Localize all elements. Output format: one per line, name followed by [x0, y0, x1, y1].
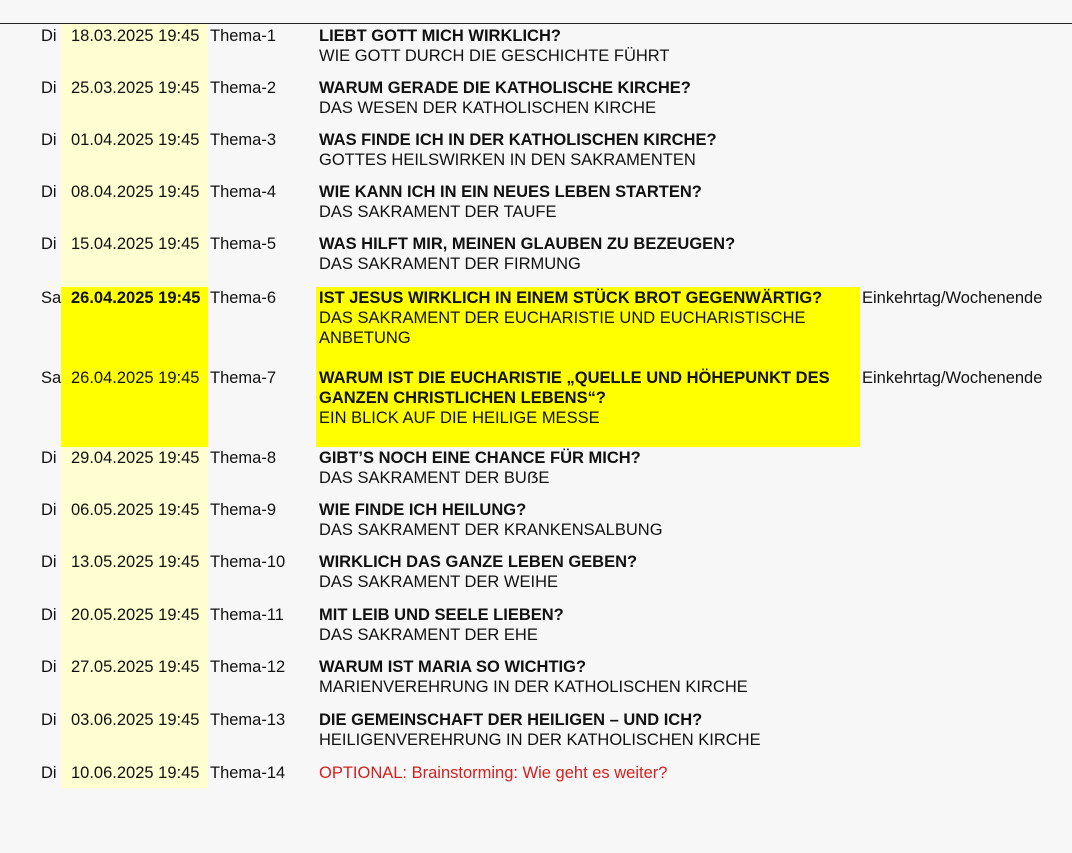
day-cell: Di	[41, 711, 57, 729]
topic-subtitle: DAS SAKRAMENT DER TAUFE	[319, 203, 557, 221]
thema-cell: Thema-2	[210, 79, 277, 97]
datetime-cell: 10.06.2025 19:45	[71, 764, 200, 782]
highlight-date-weekend	[61, 287, 208, 447]
day-cell: Di	[41, 235, 57, 253]
topic-cell	[319, 182, 849, 222]
topic-cell	[319, 657, 849, 697]
day-cell: Di	[41, 27, 57, 45]
topic-subtitle: DAS SAKRAMENT DER FIRMUNG	[319, 255, 581, 273]
topic-cell	[319, 500, 849, 540]
topic-title: LIEBT GOTT MICH WIRKLICH?	[319, 27, 561, 45]
datetime-cell: 08.04.2025 19:45	[71, 183, 200, 201]
thema-cell: Thema-3	[210, 131, 277, 149]
topic-subtitle: DAS SAKRAMENT DER EHE	[319, 626, 538, 644]
thema-cell: Thema-9	[210, 501, 277, 519]
topic-cell	[319, 605, 849, 645]
topic-cell	[319, 288, 849, 348]
day-cell: Di	[41, 79, 57, 97]
topic-title: MIT LEIB UND SEELE LIEBEN?	[319, 606, 564, 624]
day-cell: Di	[41, 449, 57, 467]
topic-subtitle: EIN BLICK AUF DIE HEILIGE MESSE	[319, 409, 600, 427]
topic-title: IST JESUS WIRKLICH IN EINEM STÜCK BROT GEGENWÄRTIG?	[319, 289, 823, 307]
datetime-cell: 26.04.2025 19:45	[71, 289, 201, 307]
topic-cell	[319, 234, 849, 274]
datetime-cell: 26.04.2025 19:45	[71, 369, 200, 387]
day-cell: Di	[41, 764, 57, 782]
topic-subtitle: DAS SAKRAMENT DER WEIHE	[319, 573, 558, 591]
day-cell: Sa	[41, 289, 62, 307]
thema-cell: Thema-13	[210, 711, 286, 729]
day-cell: Di	[41, 606, 57, 624]
note-cell: Einkehrtag/Wochenende	[862, 289, 1043, 307]
topic-subtitle: DAS SAKRAMENT DER BUẞE	[319, 469, 550, 487]
topic-subtitle: MARIENVEREHRUNG IN DER KATHOLISCHEN KIRCHE	[319, 678, 748, 696]
thema-cell: Thema-1	[210, 27, 277, 45]
datetime-cell: 27.05.2025 19:45	[71, 658, 200, 676]
thema-cell: Thema-10	[210, 553, 286, 571]
topic-title: WIRKLICH DAS GANZE LEBEN GEBEN?	[319, 553, 638, 571]
datetime-cell: 06.05.2025 19:45	[71, 501, 200, 519]
topic-title: WAS HILFT MIR, MEINEN GLAUBEN ZU BEZEUGEN?	[319, 235, 736, 253]
datetime-cell: 13.05.2025 19:45	[71, 553, 200, 571]
topic-cell	[319, 448, 849, 488]
datetime-cell: 20.05.2025 19:45	[71, 606, 200, 624]
topic-title: GIBT’S NOCH EINE CHANCE FÜR MICH?	[319, 449, 641, 467]
datetime-cell: 25.03.2025 19:45	[71, 79, 200, 97]
thema-cell: Thema-8	[210, 449, 277, 467]
topic-subtitle: GOTTES HEILSWIRKEN IN DEN SAKRAMENTEN	[319, 151, 696, 169]
day-cell: Di	[41, 501, 57, 519]
topic-cell	[319, 368, 849, 428]
thema-cell: Thema-6	[210, 289, 277, 307]
topic-cell	[319, 710, 849, 750]
day-cell: Di	[41, 658, 57, 676]
topic-title: WAS FINDE ICH IN DER KATHOLISCHEN KIRCHE?	[319, 131, 717, 149]
topic-subtitle: DAS SAKRAMENT DER KRANKENSALBUNG	[319, 521, 663, 539]
topic-title: WARUM IST MARIA SO WICHTIG?	[319, 658, 587, 676]
datetime-cell: 29.04.2025 19:45	[71, 449, 200, 467]
thema-cell: Thema-5	[210, 235, 277, 253]
topic-title: WIE FINDE ICH HEILUNG?	[319, 501, 527, 519]
thema-cell: Thema-7	[210, 369, 277, 387]
topic-subtitle: DAS WESEN DER KATHOLISCHEN KIRCHE	[319, 99, 657, 117]
day-cell: Di	[41, 553, 57, 571]
topic-title: WARUM GERADE DIE KATHOLISCHE KIRCHE?	[319, 79, 691, 97]
day-cell: Di	[41, 183, 57, 201]
topic-subtitle: WIE GOTT DURCH DIE GESCHICHTE FÜHRT	[319, 47, 670, 65]
optional-topic-text: OPTIONAL: Brainstorming: Wie geht es weiter?	[319, 764, 668, 782]
note-cell: Einkehrtag/Wochenende	[862, 369, 1043, 387]
datetime-cell: 01.04.2025 19:45	[71, 131, 200, 149]
day-cell: Sa	[41, 369, 62, 387]
topic-title: DIE GEMEINSCHAFT DER HEILIGEN – UND ICH?	[319, 711, 703, 729]
datetime-cell: 18.03.2025 19:45	[71, 27, 200, 45]
datetime-cell: 15.04.2025 19:45	[71, 235, 200, 253]
datetime-cell: 03.06.2025 19:45	[71, 711, 200, 729]
topic-subtitle: DAS SAKRAMENT DER EUCHARISTIE UND EUCHARISTISCHE ANBETUNG	[319, 309, 806, 347]
thema-cell: Thema-11	[210, 606, 284, 624]
topic-subtitle: HEILIGENVEREHRUNG IN DER KATHOLISCHEN KIRCHE	[319, 731, 761, 749]
topic-cell	[319, 26, 849, 66]
topic-title: WIE KANN ICH IN EIN NEUES LEBEN STARTEN?	[319, 183, 702, 201]
topic-cell	[319, 763, 849, 783]
topic-cell	[319, 130, 849, 170]
day-cell: Di	[41, 131, 57, 149]
thema-cell: Thema-4	[210, 183, 277, 201]
topic-cell	[319, 78, 849, 118]
thema-cell: Thema-14	[210, 764, 286, 782]
topic-cell	[319, 552, 849, 592]
thema-cell: Thema-12	[210, 658, 286, 676]
topic-title: WARUM IST DIE EUCHARISTIE „QUELLE UND HÖHEPUNKT DES GANZEN CHRISTLICHEN LEBENS“?	[319, 369, 830, 407]
